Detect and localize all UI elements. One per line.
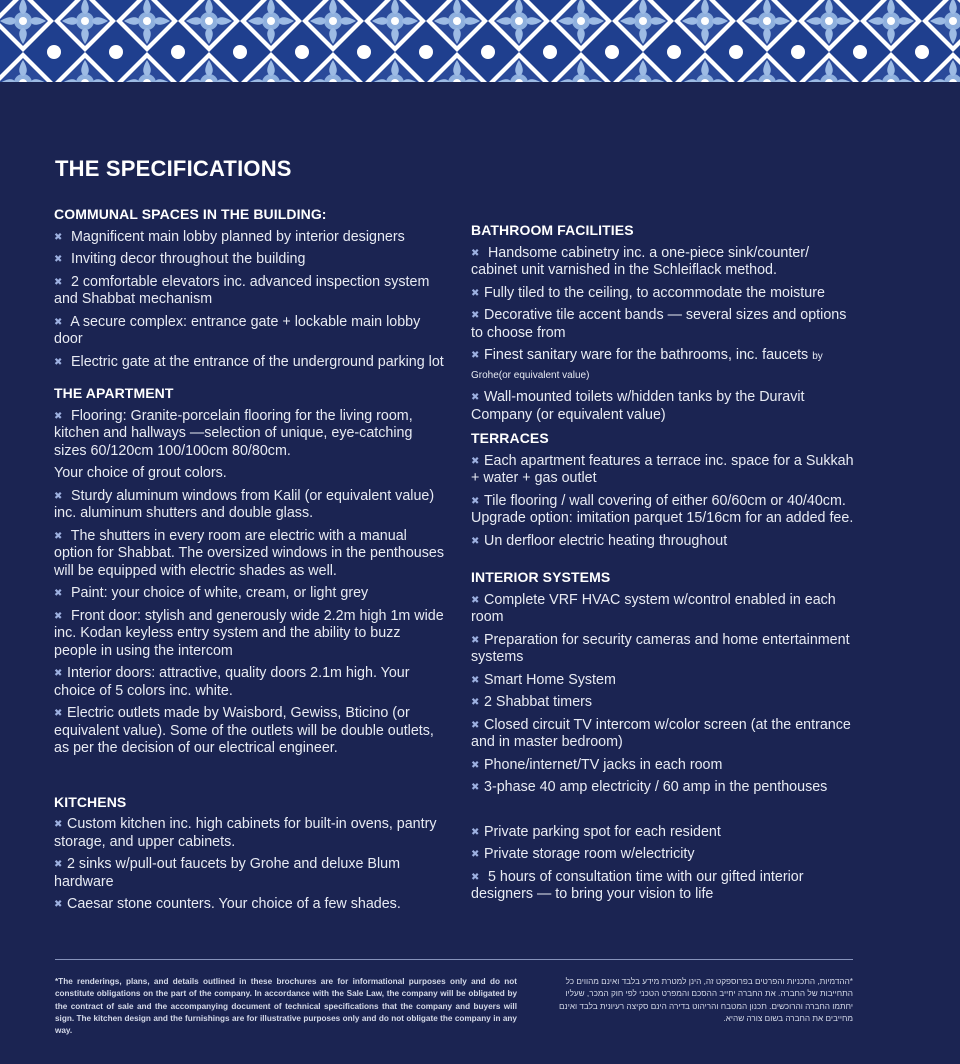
star-bullet-icon: ✖: [54, 231, 63, 243]
star-bullet-icon: ✖: [54, 819, 63, 830]
list-item: ✖ Magnificent main lobby planned by interior designers: [54, 228, 405, 245]
right-column: [471, 222, 856, 904]
interior-heading: INTERIOR SYSTEMS: [471, 569, 611, 585]
list-item: ✖ Tile flooring / wall covering of either 60/60cm or 40/40cm. Upgrade option: imitation parquet 15/16cm for an added fee.: [471, 492, 854, 526]
star-bullet-icon: ✖: [471, 495, 480, 507]
list-item: ✖ 3-phase 40 amp electricity / 60 amp in the penthouses: [471, 779, 828, 795]
list-item: ✖ Closed circuit TV intercom w/color screen (at the entrance and in master bedroom): [471, 716, 851, 750]
star-bullet-icon: ✖: [54, 899, 63, 910]
list-item: ✖ Electric gate at the entrance of the underground parking lot: [54, 353, 444, 370]
list-item: ✖ Finest sanitary ware for the bathrooms, inc. faucets by Grohe(or equivalent value): [471, 347, 823, 381]
list-item: ✖ Preparation for security cameras and home entertainment systems: [471, 631, 850, 665]
star-bullet-icon: ✖: [54, 254, 63, 265]
list-item: ✖ Private storage room w/electricity: [471, 846, 695, 862]
star-bullet-icon: ✖: [471, 826, 480, 838]
star-bullet-icon: ✖: [54, 610, 63, 622]
bathroom-heading: BATHROOM FACILITIES: [471, 222, 634, 238]
star-bullet-icon: ✖: [471, 594, 480, 606]
list-item: ✖ Handsome cabinetry inc. a one-piece sink/counter/ cabinet unit varnished in the Schleiflack method.: [471, 244, 810, 278]
terraces-heading: TERRACES: [471, 430, 549, 446]
star-bullet-icon: ✖: [471, 871, 480, 883]
list-item: ✖ Paint: your choice of white, cream, or light grey: [54, 585, 369, 601]
star-bullet-icon: ✖: [471, 782, 480, 793]
list-item: ✖ Inviting decor throughout the building: [54, 251, 306, 267]
star-bullet-icon: ✖: [471, 455, 480, 467]
left-column: [54, 206, 446, 914]
list-item: ✖ Custom kitchen inc. high cabinets for built-in ovens, pantry storage, and upper cabinets.: [54, 816, 437, 850]
kitchens-heading: KITCHENS: [54, 793, 127, 810]
list-item: ✖ Interior doors: attractive, quality doors 2.1m high. Your choice of 5 colors inc. white.: [54, 665, 410, 699]
star-bullet-icon: ✖: [54, 530, 63, 542]
page-title: THE SPECIFICATIONS: [55, 156, 292, 181]
list-item: ✖ Fully tiled to the ceiling, to accommodate the moisture: [471, 284, 825, 301]
star-bullet-icon: ✖: [471, 719, 480, 731]
list-item: ✖ 2 comfortable elevators inc. advanced inspection system and Shabbat mechanism: [54, 273, 430, 307]
star-bullet-icon: ✖: [54, 410, 63, 422]
apartment-heading: THE APARTMENT: [54, 385, 174, 401]
list-item: ✖ Flooring: Granite-porcelain flooring for the living room, kitchen and hallways —selection of unique, eye-catching sizes 60/120cm 100/100cm 80/80cm.: [54, 407, 413, 459]
star-bullet-icon: ✖: [54, 708, 63, 719]
star-bullet-icon: ✖: [471, 287, 480, 299]
grout-note: Your choice of grout colors.: [54, 465, 227, 481]
disclaimer-english: *The renderings, plans, and details outlined in these brochures are for informational purposes only and do not constitute obligations on the part of the company. In accordance with the Sale Law, the company will be obligated by the contract of sale and the accompanying document of technical specifications that the company and buyers will sign. The kitchen design and the furnishings are for illustrative purposes only and do not obligate the company in any way.: [55, 977, 517, 1036]
star-bullet-icon: ✖: [471, 849, 480, 860]
list-item: ✖ A secure complex: entrance gate + lockable main lobby door: [54, 313, 421, 347]
list-item: ✖ Complete VRF HVAC system w/control enabled in each room: [471, 591, 836, 625]
star-bullet-icon: ✖: [54, 588, 63, 599]
list-item: ✖ Electric outlets made by Waisbord, Gewiss, Bticino (or equivalent value). Some of the outlets will be double outlets, as per the decision of our electrical engineer.: [54, 705, 434, 756]
list-item: ✖ Caesar stone counters. Your choice of a few shades.: [54, 896, 401, 912]
star-bullet-icon: ✖: [54, 316, 63, 328]
star-bullet-icon: ✖: [471, 535, 480, 547]
star-bullet-icon: ✖: [54, 490, 63, 502]
star-bullet-icon: ✖: [471, 310, 480, 321]
list-item: ✖ 2 sinks w/pull-out faucets by Grohe and deluxe Blum hardware: [54, 856, 400, 890]
list-item: ✖ 2 Shabbat timers: [471, 694, 593, 710]
star-bullet-icon: ✖: [471, 350, 480, 361]
star-bullet-icon: ✖: [54, 356, 63, 368]
decorative-tile-banner: [0, 0, 960, 82]
star-bullet-icon: ✖: [471, 392, 480, 403]
star-bullet-icon: ✖: [471, 697, 480, 708]
star-bullet-icon: ✖: [54, 276, 63, 288]
list-item: ✖ Sturdy aluminum windows from Kalil (or equivalent value) inc. aluminum shutters and double glass.: [54, 487, 435, 521]
star-bullet-icon: ✖: [471, 759, 480, 771]
list-item: ✖ Phone/internet/TV jacks in each room: [471, 756, 723, 773]
list-item: ✖ Un derfloor electric heating throughout: [471, 532, 728, 549]
list-item: ✖ The shutters in every room are electric with a manual option for Shabbat. The oversized windows in the penthouses will be equipped with electric shades as well.: [54, 527, 444, 579]
star-bullet-icon: ✖: [471, 247, 480, 259]
disclaimer-hebrew: *ההדמיות, התכניות והפרטים בפרוספקט זה, הינן למטרת מידע בלבד ואינם מהווים כל התחייבות של החברה. את החברה יחייב ההסכם והמפרט הטכני לפי חוק המכר, שעליו יחתמו החברה והרוכשים. תכנון המטבח והריהוט בדירה הינם סקיצה רעיונית בלבד ואינם מחייבים את החברה בשום צורה שהיא.: [558, 977, 853, 1023]
list-item: ✖ Wall-mounted toilets w/hidden tanks by the Duravit Company (or equivalent value): [471, 389, 805, 423]
list-item: ✖ 5 hours of consultation time with our gifted interior designers — to bring your vision to life: [471, 868, 804, 902]
star-bullet-icon: ✖: [54, 668, 63, 679]
star-bullet-icon: ✖: [471, 674, 480, 686]
star-bullet-icon: ✖: [471, 634, 480, 646]
communal-heading: COMMUNAL SPACES IN THE BUILDING:: [54, 206, 327, 222]
list-item: ✖ Decorative tile accent bands — several sizes and options to choose from: [471, 307, 847, 341]
list-item: ✖ Front door: stylish and generously wide 2.2m high 1m wide inc. Kodan keyless entry system and the ability to buzz people in using the intercom: [54, 607, 444, 659]
star-bullet-icon: ✖: [54, 859, 63, 870]
footer-divider: [55, 959, 853, 960]
list-item: ✖ Smart Home System: [471, 671, 616, 688]
list-item: ✖ Private parking spot for each resident: [471, 823, 721, 840]
list-item: ✖ Each apartment features a terrace inc. space for a Sukkah + water + gas outlet: [471, 452, 854, 486]
